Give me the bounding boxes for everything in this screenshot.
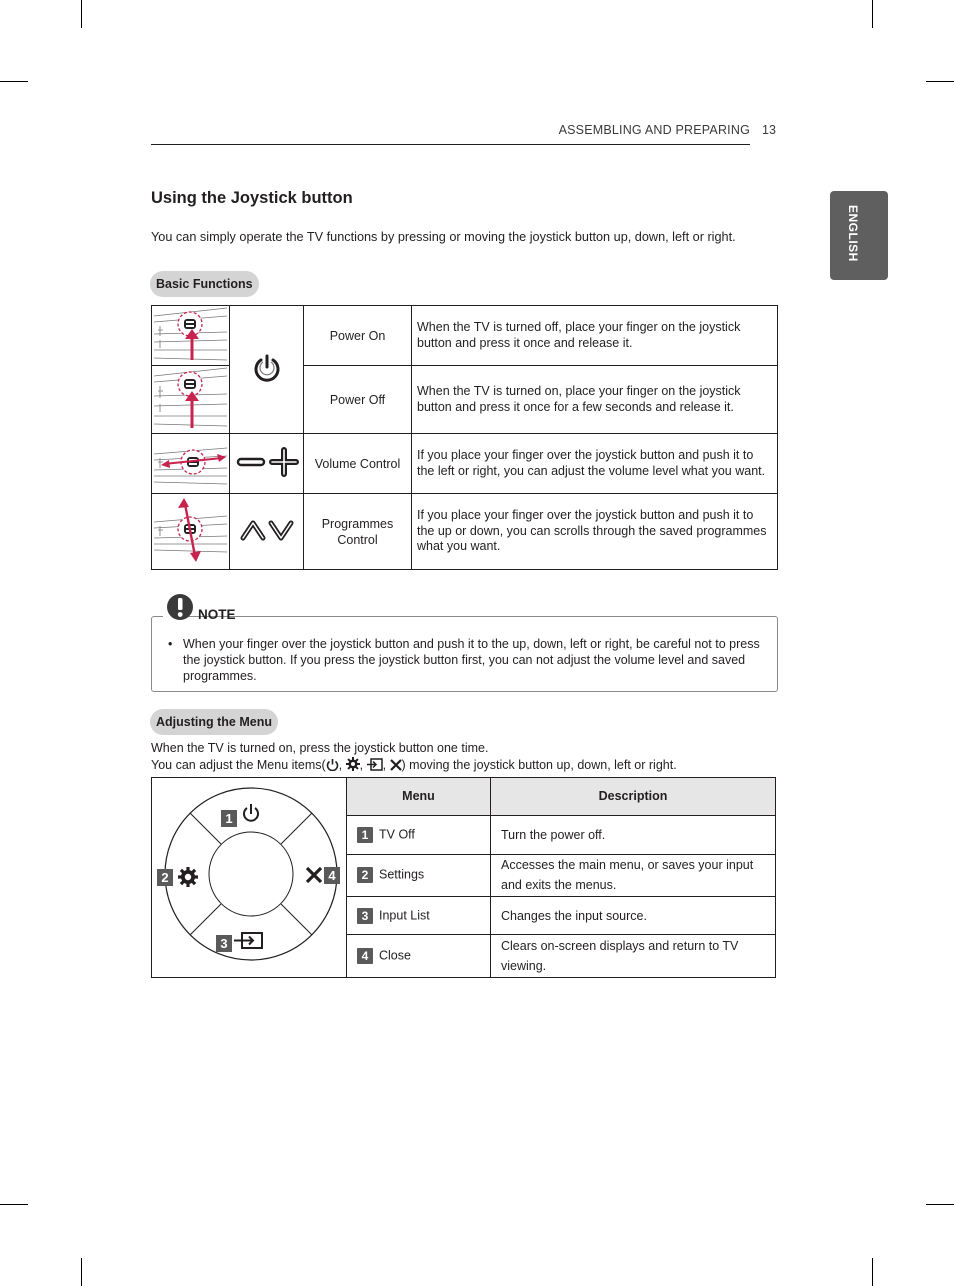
volume-symbol-cell xyxy=(230,434,304,494)
menu-item-label: Settings xyxy=(379,867,425,882)
item-number: 2 xyxy=(357,867,373,883)
close-icon xyxy=(390,759,402,771)
table-header-row xyxy=(152,778,776,816)
header-rule xyxy=(151,144,750,145)
crop-mark xyxy=(0,81,28,82)
language-tab xyxy=(830,191,888,280)
separator: , xyxy=(338,758,343,772)
description-power-off: When the TV is turned on, place your finger on the joystick button and press it once for a few seconds and release it. xyxy=(412,366,778,434)
menu-item-settings xyxy=(347,854,491,897)
crop-mark xyxy=(0,1204,28,1205)
page-title: Using the Joystick button xyxy=(151,189,353,207)
menu-column-header: Menu xyxy=(347,778,491,816)
note-header xyxy=(163,593,236,623)
joystick-press-illustration xyxy=(152,306,230,366)
adjusting-menu-line2 xyxy=(151,757,677,772)
item-number: 1 xyxy=(357,827,373,843)
joystick-left-right-illustration xyxy=(152,434,230,494)
intro-text: You can simply operate the TV functions by pressing or moving the joystick button up, down, left or right. xyxy=(151,230,736,244)
menu-item-close xyxy=(347,935,491,978)
menu-item-description: Accesses the main menu, or saves your input and exits the menus. xyxy=(491,854,776,897)
menu-item-tv-off xyxy=(347,815,491,854)
joystick-menu-dial xyxy=(152,778,346,974)
joystick-left-right-icon xyxy=(152,434,229,490)
joystick-up-down-icon xyxy=(152,494,229,566)
dial-number-2: 2 xyxy=(161,870,169,885)
joystick-press-icon xyxy=(152,306,229,362)
menu-item-description: Clears on-screen displays and return to TV viewing. xyxy=(491,935,776,978)
note-text-block xyxy=(168,636,768,684)
dial-number-4: 4 xyxy=(328,868,336,883)
crop-mark xyxy=(872,1258,873,1286)
crop-mark xyxy=(81,0,82,28)
gear-icon xyxy=(178,867,198,887)
input-icon xyxy=(367,758,383,771)
menu-item-label: Input List xyxy=(379,908,430,923)
crop-mark xyxy=(926,1204,954,1205)
adjusting-menu-label: Adjusting the Menu xyxy=(150,709,278,735)
item-number: 4 xyxy=(357,948,373,964)
item-number: 3 xyxy=(357,908,373,924)
description-power-on: When the TV is turned off, place your finger on the joystick button and press it once and release it. xyxy=(412,306,778,366)
header-section: ASSEMBLING AND PREPARING xyxy=(558,123,750,137)
dial-number-1: 1 xyxy=(225,811,233,826)
menu-item-input-list xyxy=(347,897,491,935)
separator: , xyxy=(382,758,387,772)
power-icon xyxy=(252,353,282,383)
joystick-press-hold-illustration xyxy=(152,366,230,434)
function-power-off: Power Off xyxy=(304,366,412,434)
minus-plus-icon xyxy=(234,447,300,477)
bullet: • xyxy=(168,637,173,651)
description-programmes-control: If you place your finger over the joystick button and push it to the up or down, you can scrolls through the saved programmes what you want. xyxy=(412,494,778,570)
menu-item-label: TV Off xyxy=(379,826,415,841)
adjusting-menu-line1: When the TV is turned on, press the joystick button one time. xyxy=(151,741,489,755)
language-tab-label: ENGLISH xyxy=(846,205,860,262)
up-down-chevron-icon xyxy=(239,518,295,542)
gear-icon xyxy=(346,757,360,771)
table-row xyxy=(152,306,778,366)
joystick-press-icon xyxy=(152,366,229,430)
crop-mark xyxy=(872,0,873,28)
dial-number-3: 3 xyxy=(220,936,228,951)
table-row xyxy=(152,434,778,494)
text-fragment: ) moving the joystick button up, down, left or right. xyxy=(401,758,677,772)
menu-item-description: Turn the power off. xyxy=(491,815,776,854)
menu-item-description: Changes the input source. xyxy=(491,897,776,935)
function-power-on: Power On xyxy=(304,306,412,366)
power-icon xyxy=(326,758,339,771)
power-symbol-cell xyxy=(230,306,304,434)
separator: , xyxy=(359,758,364,772)
joystick-menu-dial-cell xyxy=(152,778,347,978)
description-volume-control: If you place your finger over the joystick button and push it to the left or right, you can adjust the volume level what you want. xyxy=(412,434,778,494)
exclamation-icon xyxy=(166,593,194,621)
crop-mark xyxy=(81,1258,82,1286)
note-label: NOTE xyxy=(198,607,236,622)
function-programmes-control xyxy=(304,494,412,570)
joystick-up-down-illustration xyxy=(152,494,230,570)
text-fragment: You can adjust the Menu items( xyxy=(151,758,326,772)
function-volume-control: Volume Control xyxy=(304,434,412,494)
menu-item-label: Close xyxy=(379,948,411,963)
function-line: Programmes xyxy=(321,516,394,531)
table-row xyxy=(152,494,778,570)
description-column-header: Description xyxy=(491,778,776,816)
programme-symbol-cell xyxy=(230,494,304,570)
page-number: 13 xyxy=(762,123,776,137)
function-line: Control xyxy=(337,532,378,547)
crop-mark xyxy=(926,81,954,82)
basic-functions-label: Basic Functions xyxy=(150,271,259,297)
note-text: When your finger over the joystick button and push it to the up, down, left or right, be careful not to press the joystick button. If you press the joystick button first, you can not adjust the volume level and saved programmes. xyxy=(183,637,760,683)
menu-table xyxy=(151,777,776,978)
basic-functions-table xyxy=(151,305,778,570)
